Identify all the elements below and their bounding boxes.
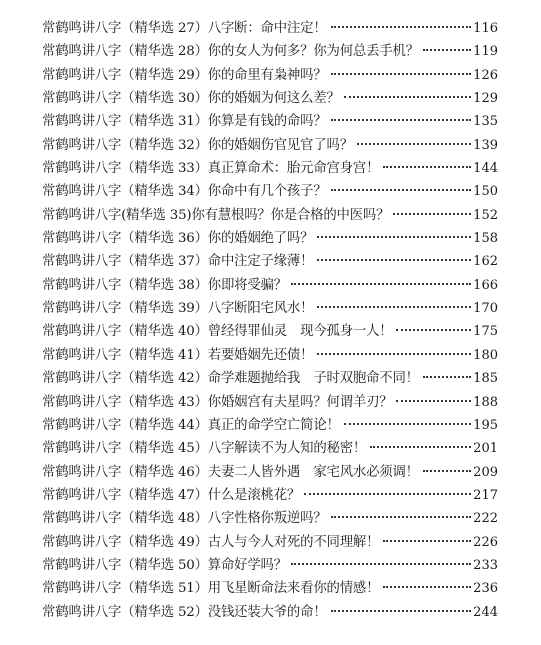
dot-leader bbox=[331, 73, 472, 75]
toc-entry[interactable] bbox=[42, 227, 498, 250]
toc-entry-page-number: 152 bbox=[473, 207, 498, 223]
toc-entry[interactable] bbox=[42, 320, 498, 343]
dot-leader bbox=[331, 119, 472, 121]
dot-leader bbox=[396, 400, 471, 402]
toc-entry-title: 常鹤鸣讲八字（精华选 30）你的婚姻为何这么差？ bbox=[42, 91, 340, 107]
toc-entry-title: 常鹤鸣讲八字（精华选 34）你命中有几个孩子？ bbox=[42, 184, 327, 200]
dot-leader bbox=[370, 446, 471, 448]
toc-entry-page-number: 236 bbox=[473, 581, 498, 597]
toc-entry[interactable] bbox=[42, 250, 498, 273]
toc-entry-title: 常鹤鸣讲八字（精华选 28）你的女人为何多？你为何总丢手机？ bbox=[42, 44, 419, 60]
toc-entry-title: 常鹤鸣讲八字（精华选 46）夫妻二人皆外遇 家宅风水必须调！ bbox=[42, 464, 419, 480]
toc-entry[interactable] bbox=[42, 531, 498, 554]
toc-entry[interactable] bbox=[42, 601, 498, 624]
toc-entry-page-number: 135 bbox=[473, 114, 498, 130]
toc-entry[interactable] bbox=[42, 391, 498, 414]
toc-entry-title: 常鹤鸣讲八字（精华选 41）若要婚姻先还债！ bbox=[42, 347, 314, 363]
toc-entry-page-number: 139 bbox=[473, 137, 498, 153]
toc-entry-title: 常鹤鸣讲八字（精华选 47）什么是滚桃花？ bbox=[42, 487, 301, 503]
dot-leader bbox=[344, 423, 471, 425]
dot-leader bbox=[317, 236, 471, 238]
toc-entry-page-number: 166 bbox=[473, 277, 498, 293]
toc-entry-page-number: 244 bbox=[473, 604, 498, 620]
toc-entry-page-number: 222 bbox=[473, 511, 498, 527]
dot-leader bbox=[383, 586, 471, 588]
toc-entry[interactable] bbox=[42, 554, 498, 577]
toc-entry[interactable] bbox=[42, 297, 498, 320]
toc-entry-title: 常鹤鸣讲八字（精华选 45）八字解读不为人知的秘密！ bbox=[42, 441, 367, 457]
toc-entry-title: 常鹤鸣讲八字（精华选 51）用飞星断命法来看你的情感！ bbox=[42, 581, 380, 597]
toc-entry[interactable] bbox=[42, 344, 498, 367]
toc-entry-title: 常鹤鸣讲八字（精华选 29）你的命里有枭神吗？ bbox=[42, 67, 327, 83]
toc-entry-page-number: 116 bbox=[473, 21, 498, 36]
toc-entry[interactable] bbox=[42, 577, 498, 600]
toc-entry[interactable] bbox=[42, 134, 498, 157]
toc-entry-title: 常鹤鸣讲八字（精华选 32）你的婚姻伤官见官了吗？ bbox=[42, 137, 353, 153]
dot-leader bbox=[291, 563, 471, 565]
toc-entry-page-number: 129 bbox=[473, 91, 498, 107]
toc-entry-page-number: 162 bbox=[473, 254, 498, 270]
toc-entry[interactable] bbox=[42, 157, 498, 180]
dot-leader bbox=[393, 213, 471, 215]
dot-leader bbox=[423, 470, 471, 472]
toc-entry-title: 常鹤鸣讲八字（精华选 33）真正算命术：胎元命宫身宫！ bbox=[42, 161, 380, 177]
toc-entry-page-number: 170 bbox=[473, 301, 498, 317]
toc-entry-title: 常鹤鸣讲八字（精华选 42）命学难题抛给我 子时双胞命不同！ bbox=[42, 371, 419, 387]
toc-entry-page-number: 201 bbox=[473, 441, 498, 457]
toc-entry[interactable] bbox=[42, 461, 498, 484]
dot-leader bbox=[317, 306, 471, 308]
dot-leader bbox=[331, 189, 472, 191]
toc-entry-page-number: 188 bbox=[473, 394, 498, 410]
dot-leader bbox=[357, 143, 471, 145]
toc-entry-title: 常鹤鸣讲八字（精华选 36）你的婚姻绝了吗？ bbox=[42, 231, 314, 247]
toc-entry[interactable] bbox=[42, 40, 498, 63]
dot-leader bbox=[383, 166, 471, 168]
toc-entry-page-number: 144 bbox=[473, 161, 498, 177]
toc-entry[interactable] bbox=[42, 17, 498, 40]
toc-entry-title: 常鹤鸣讲八字（精华选 49）古人与今人对死的不同理解！ bbox=[42, 534, 380, 550]
toc-entry[interactable] bbox=[42, 204, 498, 227]
toc-entry-title: 常鹤鸣讲八字（精华选 44）真正的命学空亡简论！ bbox=[42, 417, 340, 433]
toc-entry-page-number: 175 bbox=[473, 324, 498, 340]
toc-entry[interactable] bbox=[42, 180, 498, 203]
toc-entry-title: 常鹤鸣讲八字（精华选 39）八字断阳宅风水！ bbox=[42, 301, 314, 317]
dot-leader bbox=[317, 353, 471, 355]
toc-entry[interactable] bbox=[42, 437, 498, 460]
dot-leader bbox=[383, 540, 471, 542]
toc-entry-page-number: 233 bbox=[473, 557, 498, 573]
table-of-contents bbox=[42, 17, 498, 624]
toc-entry-title: 常鹤鸣讲八字（精华选 40）曾经得罪仙灵 现今孤身一人！ bbox=[42, 324, 393, 340]
toc-entry[interactable] bbox=[42, 64, 498, 87]
toc-entry-page-number: 209 bbox=[473, 464, 498, 480]
dot-leader bbox=[423, 376, 471, 378]
toc-entry[interactable] bbox=[42, 414, 498, 437]
toc-entry-page-number: 185 bbox=[473, 371, 498, 387]
toc-entry[interactable] bbox=[42, 484, 498, 507]
toc-entry-page-number: 150 bbox=[473, 184, 498, 200]
dot-leader bbox=[331, 610, 472, 612]
toc-entry-title: 常鹤鸣讲八字（精华选 37）命中注定子缘薄！ bbox=[42, 254, 314, 270]
toc-entry-page-number: 158 bbox=[473, 231, 498, 247]
toc-entry-page-number: 126 bbox=[473, 67, 498, 83]
toc-entry-title: 常鹤鸣讲八字（精华选 48）八字性格你叛逆吗？ bbox=[42, 511, 327, 527]
toc-entry-title: 常鹤鸣讲八字（精华选 52）没钱还装大爷的命！ bbox=[42, 604, 327, 620]
toc-entry-page-number: 226 bbox=[473, 534, 498, 550]
toc-entry-title: 常鹤鸣讲八字(精华选 35)你有慧根吗？你是合格的中医吗？ bbox=[42, 207, 390, 223]
dot-leader bbox=[317, 259, 471, 261]
toc-entry-page-number: 195 bbox=[473, 417, 498, 433]
toc-entry-page-number: 180 bbox=[473, 347, 498, 363]
toc-entry[interactable] bbox=[42, 87, 498, 110]
toc-entry-title: 常鹤鸣讲八字（精华选 31）你算是有钱的命吗？ bbox=[42, 114, 327, 130]
toc-entry-title: 常鹤鸣讲八字（精华选 50）算命好学吗？ bbox=[42, 557, 287, 573]
dot-leader bbox=[396, 329, 471, 331]
dot-leader bbox=[344, 96, 471, 98]
toc-entry[interactable] bbox=[42, 507, 498, 530]
dot-leader bbox=[304, 493, 471, 495]
dot-leader bbox=[423, 49, 471, 51]
toc-entry-title: 常鹤鸣讲八字（精华选 27）八字断：命中注定！ bbox=[42, 21, 327, 36]
dot-leader bbox=[331, 516, 472, 518]
toc-entry[interactable] bbox=[42, 110, 498, 133]
toc-entry-title: 常鹤鸣讲八字（精华选 43）你婚姻宫有夫星吗？何谓羊刃？ bbox=[42, 394, 393, 410]
dot-leader bbox=[331, 26, 472, 28]
toc-entry-page-number: 217 bbox=[473, 487, 498, 503]
toc-entry-title: 常鹤鸣讲八字（精华选 38）你即将受骗？ bbox=[42, 277, 287, 293]
toc-entry[interactable] bbox=[42, 274, 498, 297]
dot-leader bbox=[291, 283, 471, 285]
toc-entry-page-number: 119 bbox=[473, 44, 498, 60]
toc-entry[interactable] bbox=[42, 367, 498, 390]
